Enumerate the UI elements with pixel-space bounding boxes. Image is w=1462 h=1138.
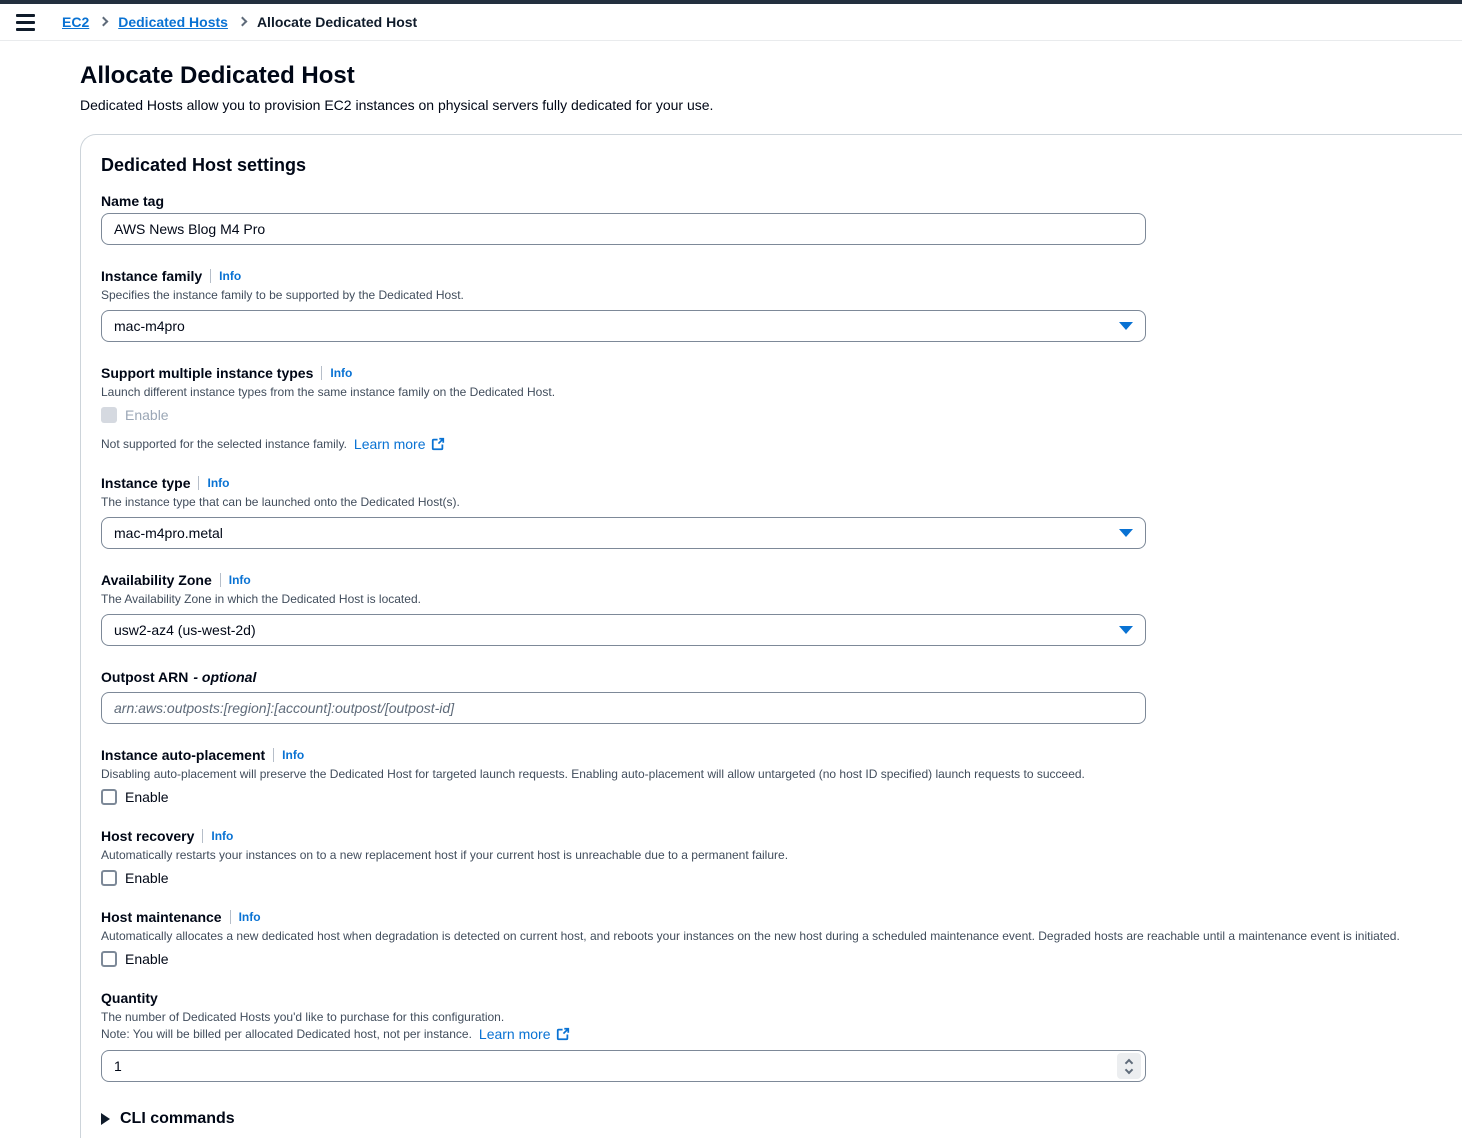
multiple-instance-types-checkbox: [101, 407, 117, 423]
breadcrumb-chevron-icon: [99, 17, 109, 27]
host-recovery-label: Host recovery: [101, 828, 195, 844]
field-availability-zone: [101, 572, 1442, 646]
outpost-arn-label: Outpost ARN - optional: [101, 669, 257, 685]
field-quantity: [101, 990, 1442, 1082]
outpost-arn-input[interactable]: [101, 692, 1146, 724]
quantity-stepper[interactable]: [1117, 1053, 1141, 1079]
field-host-maintenance: [101, 909, 1442, 967]
instance-auto-placement-checkbox-label: Enable: [125, 789, 169, 805]
label-divider: [273, 748, 274, 762]
name-tag-label: Name tag: [101, 193, 165, 209]
external-link-icon: [431, 437, 445, 451]
main-content: [0, 62, 1462, 1138]
multiple-instance-types-note: Not supported for the selected instance family.: [101, 437, 347, 451]
instance-auto-placement-info-link[interactable]: Info: [282, 748, 305, 762]
host-recovery-checkbox[interactable]: [101, 870, 117, 886]
host-maintenance-info-link[interactable]: Info: [238, 910, 261, 924]
caret-right-icon: [101, 1113, 110, 1125]
quantity-learn-more-link[interactable]: [479, 1026, 570, 1042]
label-divider: [198, 476, 199, 490]
quantity-description: The number of Dedicated Hosts you'd like to purchase for this configuration.: [101, 1010, 505, 1024]
host-maintenance-checkbox-label: Enable: [125, 951, 169, 967]
stepper-down-icon[interactable]: [1125, 1066, 1133, 1074]
instance-auto-placement-description: Disabling auto-placement will preserve the Dedicated Host for targeted launch requests. Enabling auto-placement will allow untargeted (no host ID specified) launch requests to succeed.: [101, 767, 1085, 781]
instance-type-description: The instance type that can be launched onto the Dedicated Host(s).: [101, 495, 460, 509]
host-recovery-description: Automatically restarts your instances on to a new replacement host if your current host is unreachable due to a permanent failure.: [101, 848, 789, 862]
instance-family-label: Instance family: [101, 268, 203, 284]
cli-commands-expander[interactable]: [101, 1110, 1442, 1138]
host-recovery-checkbox-label: Enable: [125, 870, 169, 886]
instance-family-selected-value: mac-m4pro: [114, 318, 185, 334]
breadcrumb-current: Allocate Dedicated Host: [256, 14, 418, 30]
dropdown-caret-icon: [1119, 626, 1133, 634]
learn-more-label: Learn more: [353, 436, 426, 452]
multiple-instance-types-checkbox-label: Enable: [125, 407, 169, 423]
learn-more-label: Learn more: [478, 1026, 551, 1042]
availability-zone-description: The Availability Zone in which the Dedicated Host is located.: [101, 592, 421, 606]
field-multiple-instance-types: [101, 365, 1442, 452]
card-heading: Dedicated Host settings: [101, 155, 307, 175]
multiple-instance-types-learn-more-link[interactable]: [354, 436, 445, 452]
dropdown-caret-icon: [1119, 322, 1133, 330]
label-divider: [230, 910, 231, 924]
availability-zone-label: Availability Zone: [101, 572, 212, 588]
multiple-instance-types-description: Launch different instance types from the same instance family on the Dedicated Host.: [101, 385, 556, 399]
breadcrumb-link-dedicated-hosts[interactable]: Dedicated Hosts: [118, 14, 228, 30]
field-outpost-arn: [101, 669, 1442, 724]
field-name-tag: [101, 193, 1442, 245]
label-divider: [220, 573, 221, 587]
breadcrumb-link-ec2[interactable]: EC2: [62, 14, 90, 30]
label-divider: [202, 829, 203, 843]
multiple-instance-types-label: Support multiple instance types: [101, 365, 314, 381]
host-recovery-info-link[interactable]: Info: [211, 829, 234, 843]
breadcrumb: [62, 14, 417, 30]
instance-type-label: Instance type: [101, 475, 191, 491]
breadcrumb-bar: [0, 4, 1462, 41]
instance-auto-placement-label: Instance auto-placement: [101, 747, 266, 763]
quantity-note: Note: You will be billed per allocated Dedicated host, not per instance.: [101, 1027, 472, 1041]
quantity-input[interactable]: [101, 1050, 1146, 1082]
dropdown-caret-icon: [1119, 529, 1133, 537]
instance-family-description: Specifies the instance family to be supported by the Dedicated Host.: [101, 288, 464, 302]
name-tag-input[interactable]: [101, 213, 1146, 245]
page-subtitle: Dedicated Hosts allow you to provision EC2 instances on physical servers fully dedicated for your use.: [80, 97, 714, 113]
instance-family-info-link[interactable]: Info: [219, 269, 242, 283]
instance-type-select[interactable]: [101, 517, 1146, 549]
page-title: Allocate Dedicated Host: [80, 62, 355, 89]
instance-type-info-link[interactable]: Info: [207, 476, 230, 490]
external-link-icon: [556, 1027, 570, 1041]
field-instance-family: [101, 268, 1442, 342]
field-host-recovery: [101, 828, 1442, 886]
cli-commands-label: CLI commands: [120, 1110, 235, 1127]
host-maintenance-label: Host maintenance: [101, 909, 222, 925]
host-maintenance-checkbox[interactable]: [101, 951, 117, 967]
availability-zone-selected-value: usw2-az4 (us-west-2d): [114, 622, 256, 638]
field-instance-type: [101, 475, 1442, 549]
instance-family-select[interactable]: [101, 310, 1146, 342]
host-maintenance-description: Automatically allocates a new dedicated host when degradation is detected on current host, and reboots your instances on the new host during a scheduled maintenance event. Degraded hosts are reachable until a maintenance event is initiated.: [101, 929, 1400, 943]
instance-auto-placement-checkbox[interactable]: [101, 789, 117, 805]
availability-zone-info-link[interactable]: Info: [228, 573, 251, 587]
field-instance-auto-placement: [101, 747, 1442, 805]
dedicated-host-settings-card: [80, 134, 1462, 1138]
quantity-label: Quantity: [101, 990, 158, 1006]
label-divider: [321, 366, 322, 380]
multiple-instance-types-info-link[interactable]: Info: [330, 366, 353, 380]
label-divider: [210, 269, 211, 283]
instance-type-selected-value: mac-m4pro.metal: [114, 525, 223, 541]
availability-zone-select[interactable]: [101, 614, 1146, 646]
breadcrumb-chevron-icon: [237, 17, 247, 27]
hamburger-menu-icon[interactable]: [16, 14, 35, 31]
